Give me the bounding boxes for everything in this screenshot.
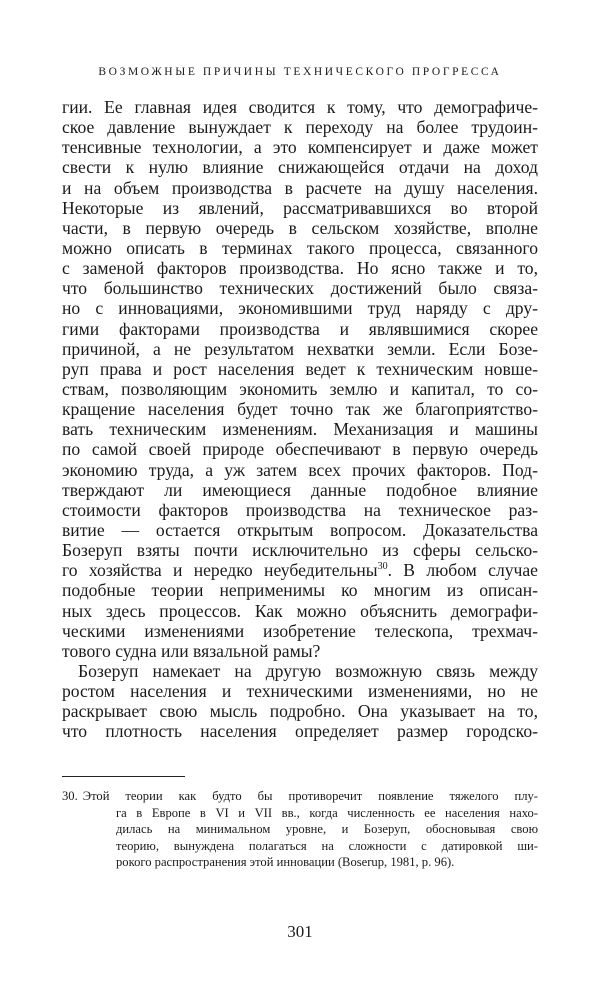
text-line: тенсивные технологии, а это компенсирует и даже может xyxy=(62,137,538,158)
footnote-rule xyxy=(62,776,185,777)
text-line: что плотность населения определяет размер городско- xyxy=(62,721,538,742)
text-line: раскрывает свою мысль подробно. Она указывает на то, xyxy=(62,701,538,722)
text-line-with-footnote-ref xyxy=(62,560,538,580)
text-line: и на объем производства в расчете на душу населения. xyxy=(62,177,538,198)
text-line: свести к нулю влияние снижающейся отдачи на доход xyxy=(62,157,538,178)
text-line: с заменой факторов производства. Но ясно также и то, xyxy=(62,258,538,279)
footnote-text: теорию, вынуждена полагаться на сложности с датировкой ши- xyxy=(116,838,538,853)
text-line: по самой своей природе обеспечивают в первую очередь xyxy=(62,439,538,460)
text-line: но с инновациями, экономившими труд наряду с дру- xyxy=(62,298,538,319)
text-span: го хозяйства и нередко неубедительны xyxy=(62,560,378,581)
text-line: ческими изменениями изобретение телескопа, трехмач- xyxy=(62,620,538,641)
paragraph xyxy=(62,97,538,560)
text-line: стоимости факторов производства на техническое раз- xyxy=(62,499,538,520)
text-line: вать техническим изменениям. Механизация и машины xyxy=(62,419,538,440)
text-line: причиной, а не результатом нехватки земли. Если Бозе- xyxy=(62,338,538,359)
footnote-text: Этой теории как будто бы противоречит появление тяжелого плу- xyxy=(82,789,538,803)
footnote-line xyxy=(62,788,538,805)
text-line: Бозеруп намекает на другую возможную связь между xyxy=(78,660,538,681)
running-header: ВОЗМОЖНЫЕ ПРИЧИНЫ ТЕХНИЧЕСКОГО ПРОГРЕССА xyxy=(98,66,502,78)
footnote-number: 30. xyxy=(62,789,78,803)
text-line: тверждают ли имеющиеся данные подобное влияние xyxy=(62,479,538,500)
paragraph xyxy=(62,661,538,742)
footnote-line xyxy=(62,854,538,871)
text-span: . В любом случае xyxy=(387,560,538,581)
footnote-line xyxy=(62,838,538,855)
footnote xyxy=(62,788,538,871)
text-line: экономию труда, а уж затем всех прочих факторов. Под- xyxy=(62,459,538,480)
text-line: что большинство технических достижений было связа- xyxy=(62,278,538,299)
text-line: части, в первую очередь в сельском хозяйстве, вполне xyxy=(62,217,538,238)
footnote-text: дилась на минимальном уровне, и Бозеруп, обосновывая свою xyxy=(116,822,538,837)
text-line: ствам, позволяющим экономить землю и капитал, то со- xyxy=(62,378,538,399)
text-line: тового судна или вязальной рамы? xyxy=(62,640,321,661)
footnote-text: га в Европе в VI и VII вв., когда численность ее населения нахо- xyxy=(116,805,538,820)
page-number: 301 xyxy=(287,922,313,941)
footnote-line xyxy=(62,821,538,838)
footnote-ref[interactable]: 30 xyxy=(377,561,388,573)
text-line: Бозеруп взяты почти исключительно из сферы сельско- xyxy=(62,540,538,561)
text-line: гими факторами производства и являвшимися скорее xyxy=(62,318,538,339)
text-line: ростом населения и техническими изменениями, но не xyxy=(62,681,538,702)
body-text xyxy=(62,97,538,742)
footnote-text: рокого распространения этой инновации (Boserup, 1981, p. 96). xyxy=(116,855,455,870)
paragraph-continued xyxy=(62,580,538,661)
text-line: кращение населения будет точно так же благоприятство- xyxy=(62,399,538,420)
text-line: подобные теории неприменимы ко многим из описан- xyxy=(62,580,538,601)
text-line: ское давление вынуждает к переходу на более трудоин- xyxy=(62,117,538,138)
text-line: Некоторые из явлений, рассматривавшихся во второй xyxy=(62,197,538,218)
footnote-line xyxy=(62,805,538,822)
text-line: ных здесь процессов. Как можно объяснить демографи- xyxy=(62,600,538,621)
text-line: гии. Ее главная идея сводится к тому, что демографиче- xyxy=(62,97,538,117)
text-line: витие — остается открытым вопросом. Доказательства xyxy=(62,519,538,540)
text-line: руп права и рост населения ведет к техническим новше- xyxy=(62,358,538,379)
text-line: можно описать в терминах такого процесса, связанного xyxy=(62,237,538,258)
